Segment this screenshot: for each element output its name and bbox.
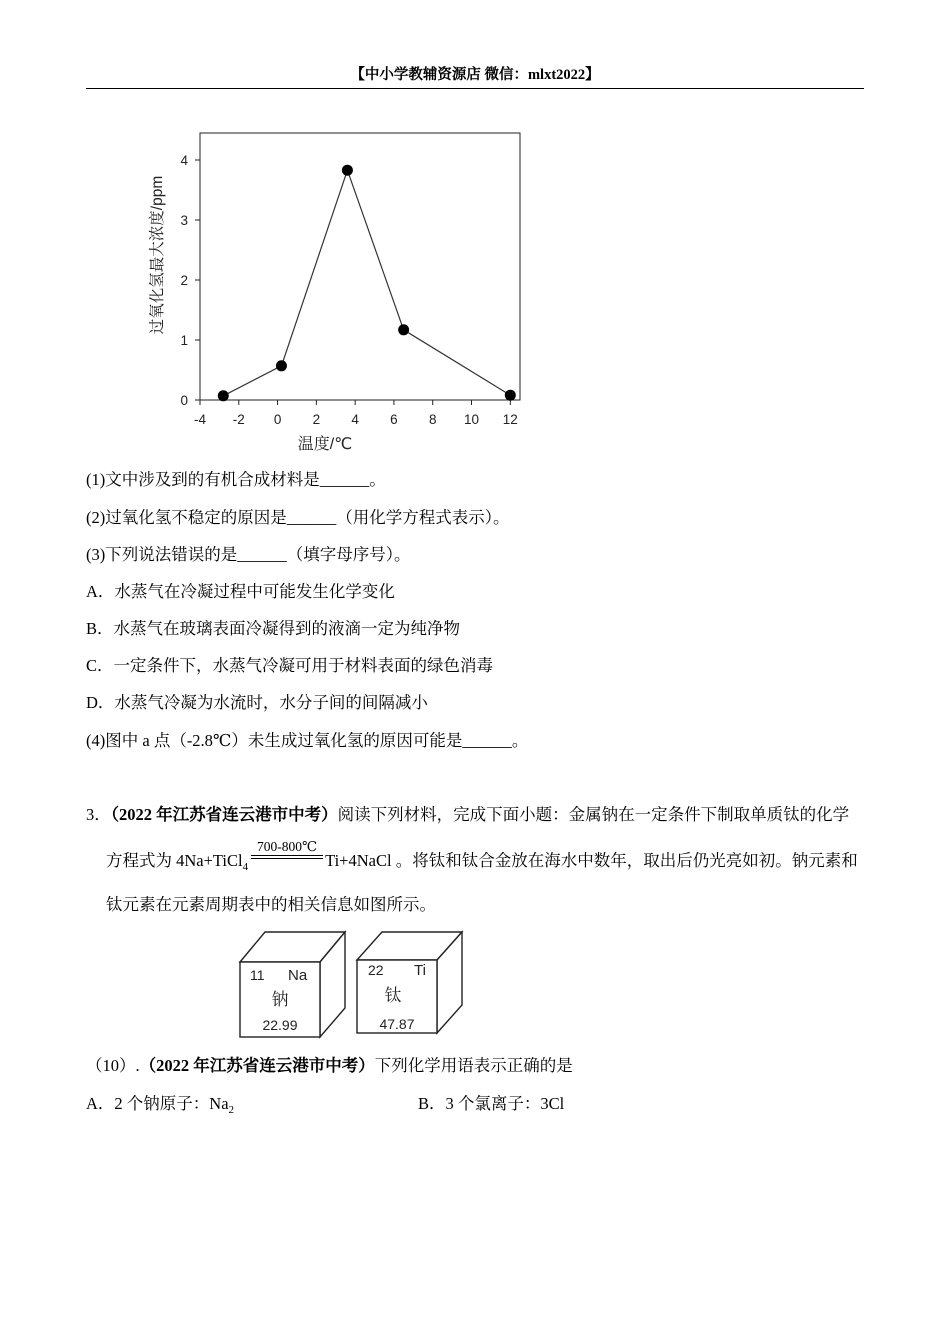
question-source: （2022 年江苏省连云港市中考） — [139, 1056, 375, 1075]
data-point — [398, 324, 409, 335]
x-tick-label: 4 — [351, 412, 359, 427]
reaction-condition-text: 700-800℃ — [257, 839, 318, 854]
question-text: 下列化学用语表示正确的是 — [374, 1056, 573, 1075]
question-label: （10）. — [86, 1056, 140, 1075]
data-point — [342, 165, 353, 176]
atomic-mass: 47.87 — [379, 1016, 415, 1032]
element-symbol: Ti — [414, 962, 426, 979]
atomic-mass: 22.99 — [262, 1017, 298, 1033]
element-name: 钛 — [384, 986, 402, 1005]
concentration-chart — [140, 120, 540, 460]
reaction-double-line — [251, 855, 323, 859]
option-a-text: A．2 个钠原子：Na — [86, 1094, 229, 1113]
y-tick-label: 0 — [180, 393, 188, 408]
question-source: （2022 年江苏省连云港市中考） — [110, 805, 338, 824]
option-a-subscript: 2 — [228, 1104, 235, 1116]
equation-reactants: 4Na+TiCl — [176, 851, 243, 870]
question-1: (1)文中涉及到的有机合成材料是______。 — [86, 470, 386, 489]
data-point — [505, 390, 516, 401]
x-axis-label: 温度/℃ — [297, 436, 353, 453]
option-b: B．水蒸气在玻璃表面冷凝得到的液滴一定为纯净物 — [86, 619, 461, 638]
y-axis-label: 过氧化氢最大浓度/ppm — [149, 175, 166, 335]
question10-option-a — [86, 1094, 234, 1114]
question-number: 3． — [86, 805, 111, 824]
atomic-number: 11 — [250, 967, 265, 983]
question3-intro: 阅读下列材料，完成下面小题：金属钠在一定条件下制取单质钛的化学 — [337, 805, 850, 824]
question-3: (3)下列说法错误的是______（填字母序号）。 — [86, 545, 411, 564]
element-symbol: Na — [288, 967, 308, 984]
question-2: (2)过氧化氢不稳定的原因是______（用化学方程式表示）。 — [86, 508, 510, 527]
question3-line2 — [106, 839, 858, 873]
x-tick-label: -4 — [193, 412, 207, 427]
element-card-titanium — [355, 929, 465, 1037]
x-tick-label: 2 — [312, 412, 321, 427]
plot-frame — [200, 133, 520, 400]
equation-products: Ti+4NaCl — [325, 851, 392, 870]
question3-line1 — [86, 805, 849, 825]
reactant-subscript: 4 — [242, 861, 249, 873]
y-tick-label: 4 — [180, 153, 188, 168]
element-name: 钠 — [271, 990, 289, 1009]
atomic-number: 22 — [368, 962, 384, 978]
data-point — [276, 360, 287, 371]
question10-stem — [86, 1056, 573, 1076]
y-tick-label: 1 — [180, 333, 188, 348]
question3-line3: 钛元素在元素周期表中的相关信息如图所示。 — [106, 895, 436, 914]
x-tick-label: 10 — [463, 412, 480, 427]
option-a: A．水蒸气在冷凝过程中可能发生化学变化 — [86, 582, 395, 601]
element-card-sodium — [238, 929, 348, 1041]
equation-prefix: 方程式为 — [106, 851, 177, 870]
x-tick-label: 6 — [390, 412, 398, 427]
data-point — [218, 390, 229, 401]
x-tick-label: 12 — [502, 412, 518, 427]
data-line — [223, 170, 510, 396]
y-tick-label: 2 — [180, 273, 188, 288]
option-d: D．水蒸气冷凝为水流时，水分子间的间隔减小 — [86, 693, 428, 712]
question10-option-b: B．3 个氯离子：3Cl — [418, 1094, 565, 1113]
header-rule — [86, 88, 864, 89]
page-header: 【中小学教辅资源店 微信：mlxt2022】 — [350, 67, 600, 83]
equation-suffix: 。将钛和钛合金放在海水中数年，取出后仍光亮如初。钠元素和 — [391, 851, 858, 870]
x-tick-label: -2 — [232, 412, 245, 427]
x-tick-label: 0 — [273, 412, 282, 427]
y-tick-label: 3 — [180, 213, 188, 228]
x-tick-label: 8 — [428, 412, 437, 427]
reaction-condition — [251, 839, 323, 866]
option-c: C．一定条件下，水蒸气冷凝可用于材料表面的绿色消毒 — [86, 656, 494, 675]
question-4: (4)图中 a 点（-2.8℃）未生成过氧化氢的原因可能是______。 — [86, 731, 529, 750]
